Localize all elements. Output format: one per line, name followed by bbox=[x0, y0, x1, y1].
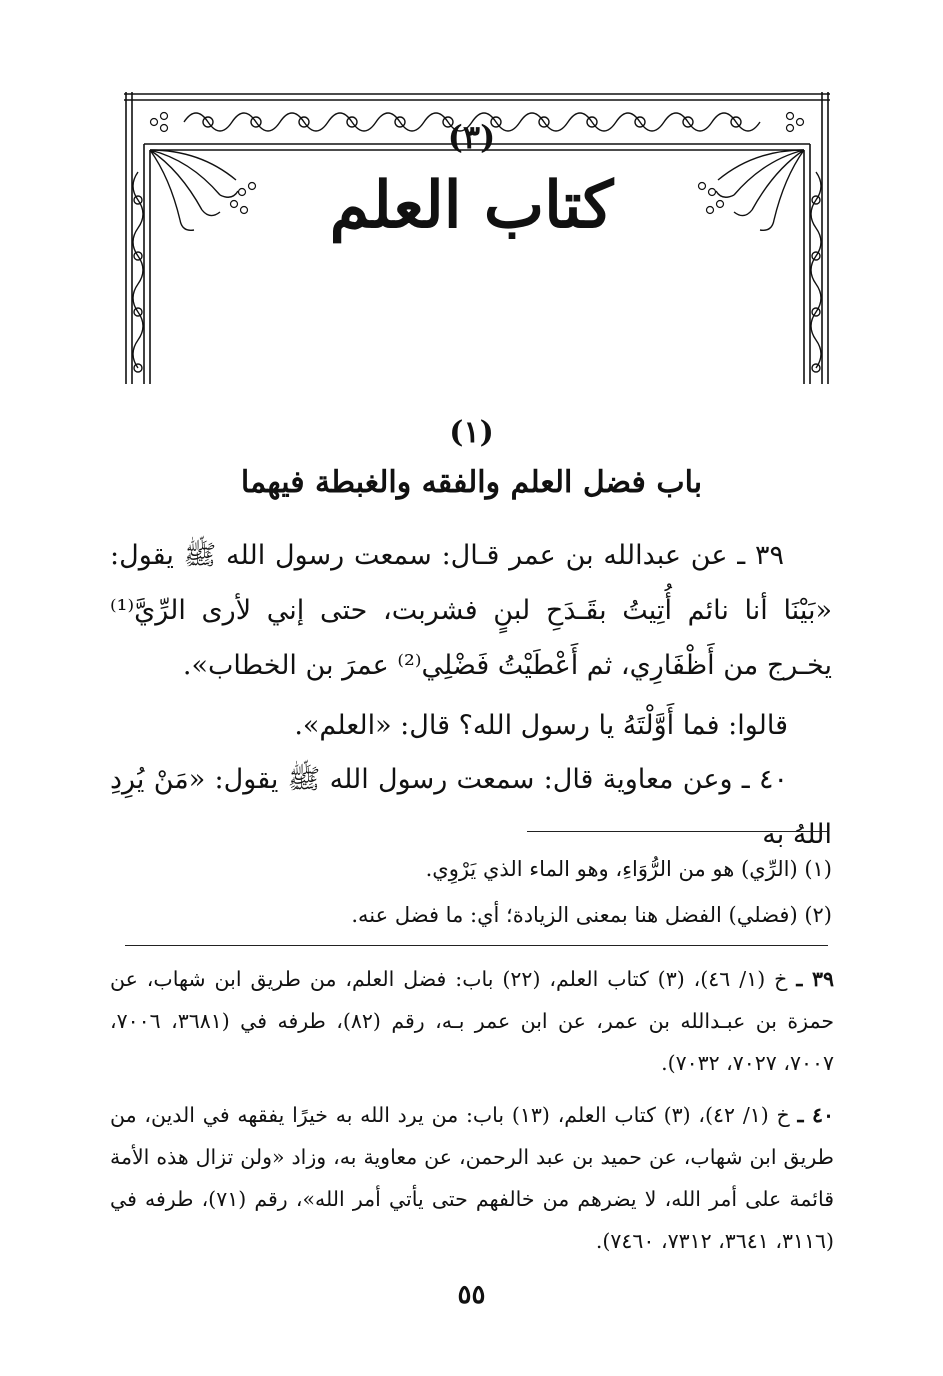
hadith-40-text: ٤٠ ـ وعن معاوية قال: سمعت رسول الله ﷺ يقول: «مَنْ يُرِدِ اللهُ به bbox=[110, 764, 832, 850]
reference-39 bbox=[110, 958, 834, 1084]
references-divider bbox=[125, 945, 828, 946]
reference-number: ٤٠ ـ bbox=[797, 1103, 834, 1127]
page-number: ٥٥ bbox=[457, 1280, 486, 1310]
references bbox=[110, 958, 834, 1272]
footnote-divider bbox=[527, 831, 828, 832]
reference-40 bbox=[110, 1094, 834, 1262]
footnotes bbox=[110, 846, 832, 938]
section-title: باب فضل العلم والفقه والغبطة فيهما bbox=[240, 465, 703, 500]
footnote-2: (٢) (فضلي) الفضل هنا بمعنى الزيادة؛ أي: ما فضل عنه. bbox=[351, 903, 832, 927]
hadith-39-followup: قالوا: فما أَوَّلْتَهُ يا رسول الله؟ قال: «العلم». bbox=[294, 710, 788, 741]
reference-text: خ (١/ ٤٦)، (٣) كتاب العلم، (٢٢) باب: فضل العلم، من طريق ابن شهاب، عن حمزة بن عبـدالله بن عمر، عن ابن عمر بـه، رقم (٨٢)، طرفه في (٣٦٨١، ٧٠٠٦، ٧٠٠٧، ٧٠٢٧، ٧٠٣٢). bbox=[110, 967, 834, 1075]
section-number: (١) bbox=[449, 415, 494, 450]
reference-number: ٣٩ ـ bbox=[796, 967, 834, 991]
hadith-39-text: ٣٩ ـ عن عبدالله بن عمر قـال: سمعت رسول الله ﷺ يقول: «بَيْنَا أنا نائم أُتِيتُ بقَـدَحِ لبنٍ فشربت، حتى إني لأرى الرِّيَّ⁽¹⁾ يخـرج من أَظْفَارِي، ثم أَعْطَيْتُ فَضْلِي⁽²⁾ عمرَ بن الخطاب». bbox=[110, 540, 832, 681]
footnote-1: (١) (الرِّي) هو من الرُّوَاءِ، وهو الماء الذي يَرْوِي. bbox=[425, 857, 832, 881]
chapter-title: كتاب العلم bbox=[329, 168, 614, 243]
reference-text: خ (١/ ٤٢)، (٣) كتاب العلم، (١٣) باب: من يرد الله به خيرًا يفقهه في الدين، من طريق ابن شهاب، عن حميد بن عبد الرحمن، عن معاوية به، وزاد «ولن تزال هذه الأمة قائمة على أمر الله، لا يضرهم من خالفهم حتى يأتي أمر الله»، رقم (٧١)، طرفه في (٣١١٦، ٣٦٤١، ٧٣١٢، ٧٤٦٠). bbox=[110, 1103, 835, 1253]
chapter-number: (٣) bbox=[447, 118, 496, 156]
